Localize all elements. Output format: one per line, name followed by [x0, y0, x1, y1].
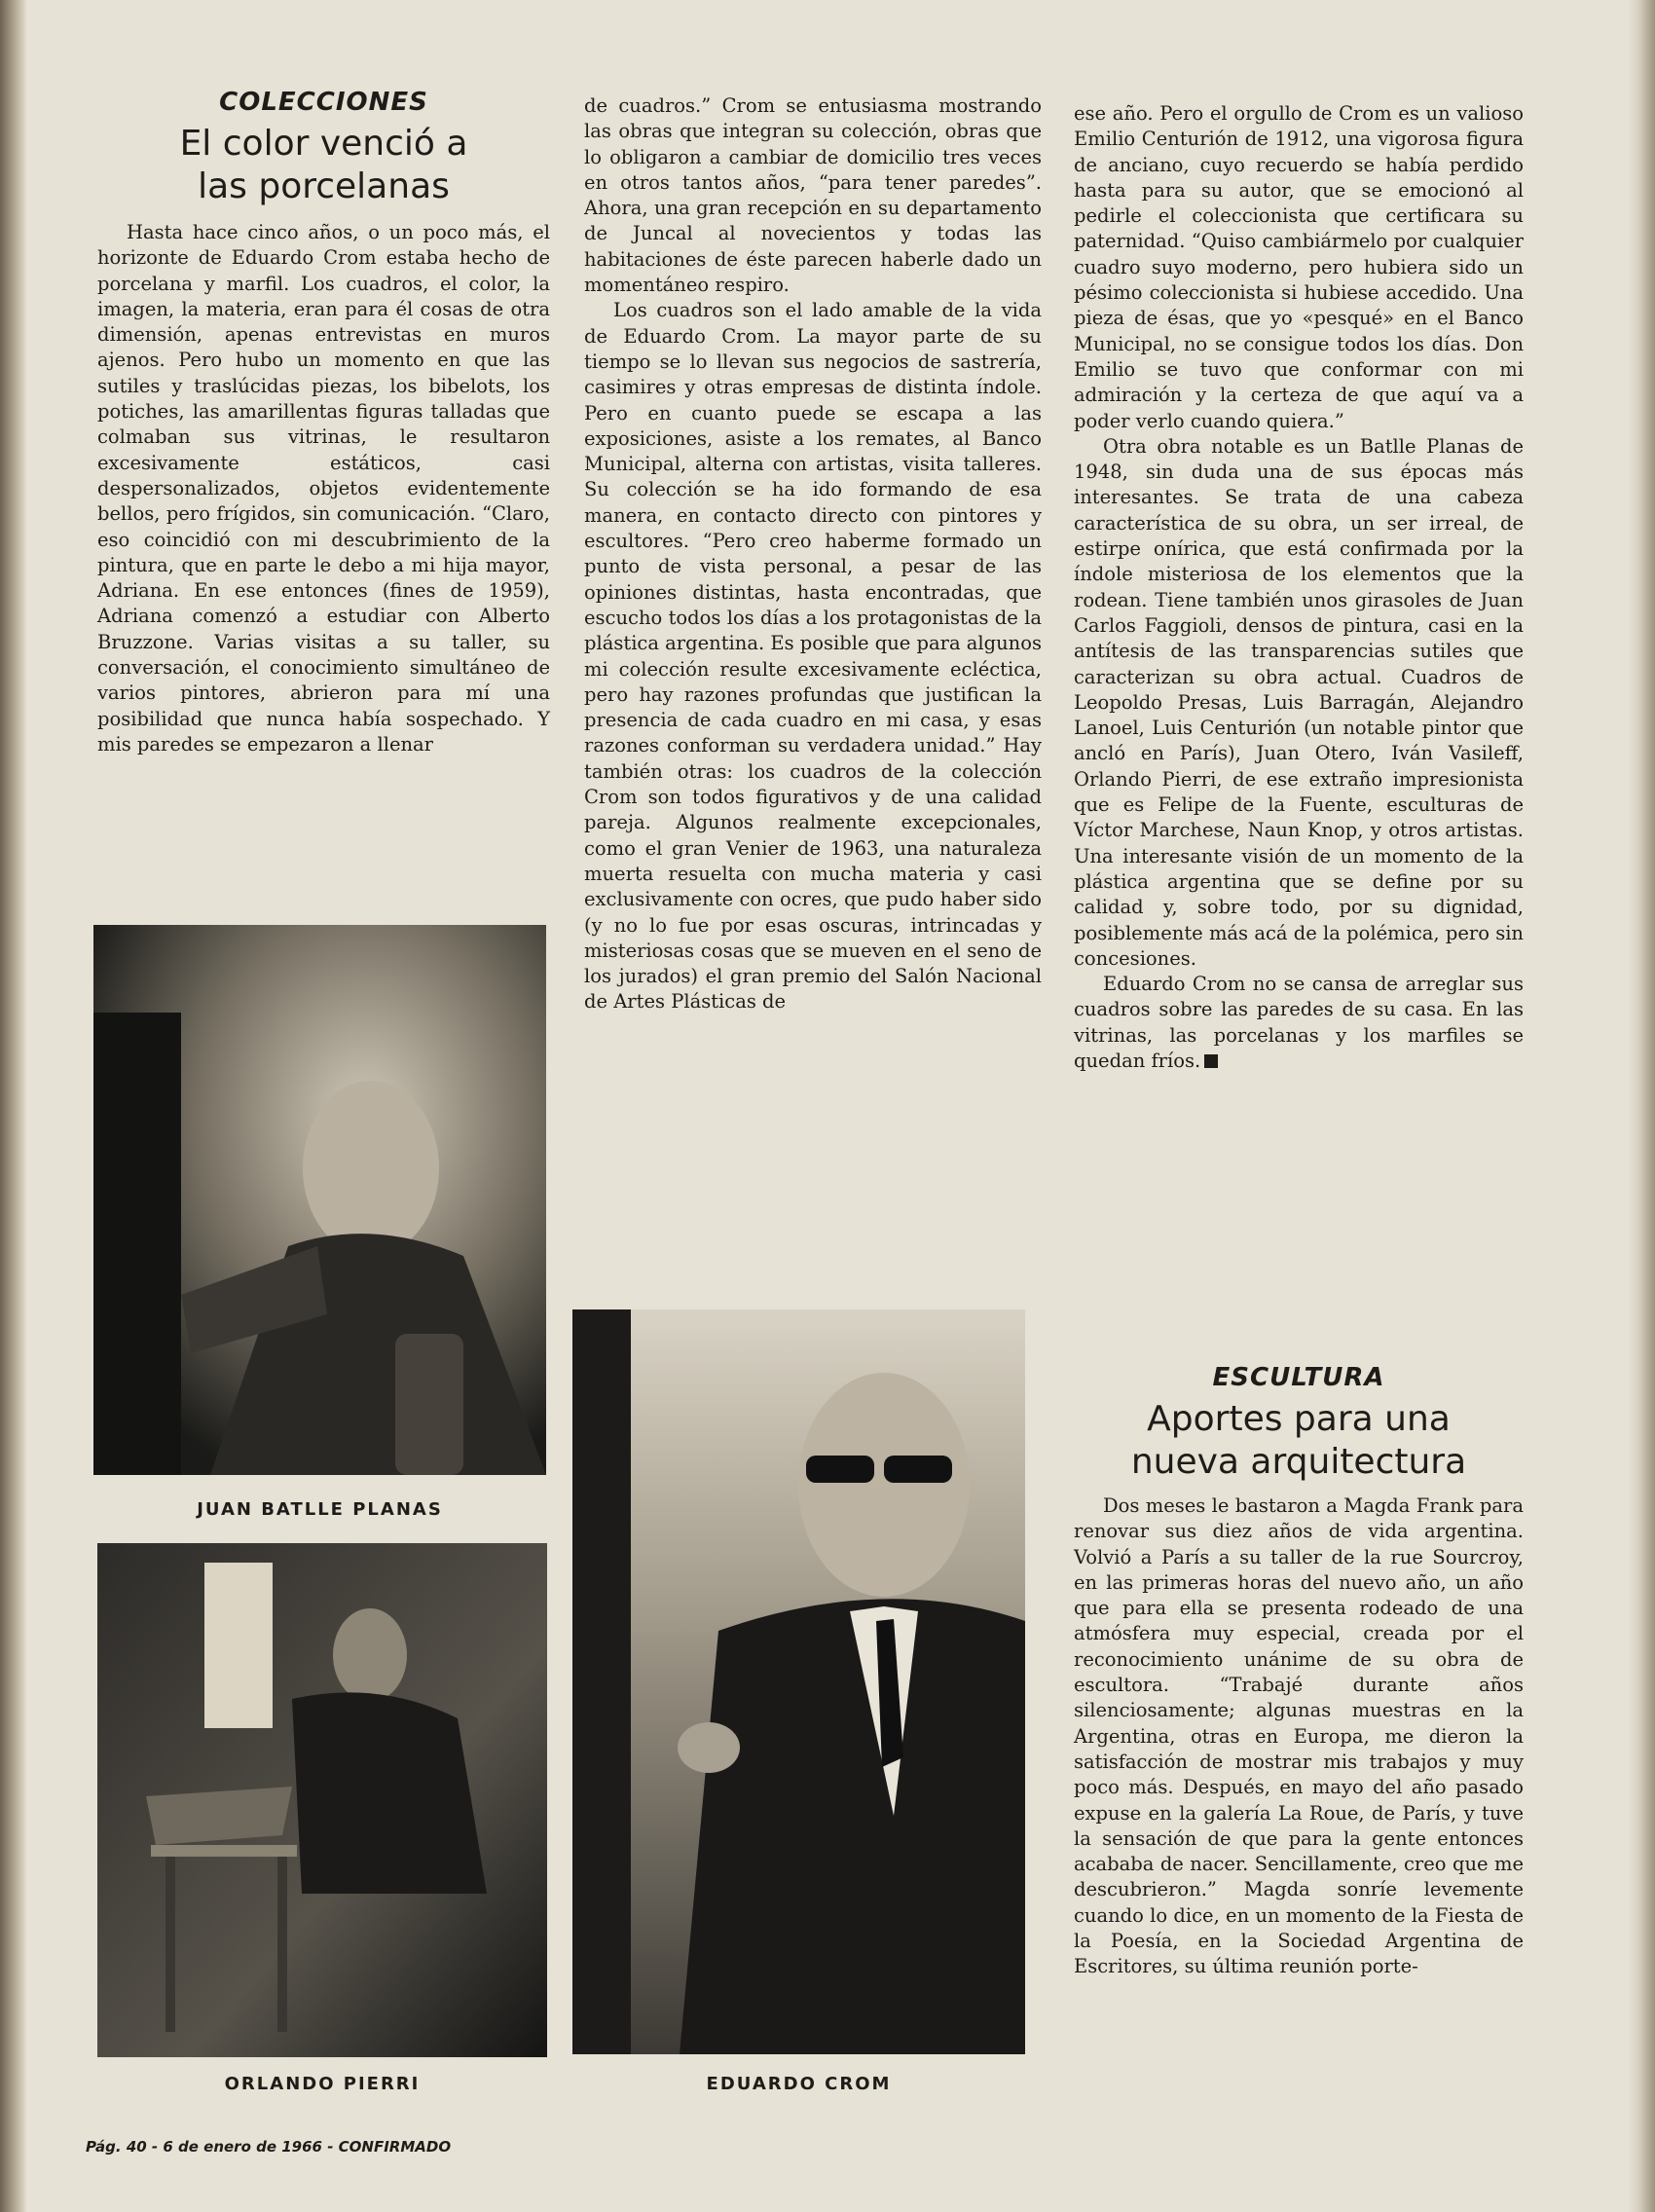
photo-caption: EDUARDO CROM [706, 2074, 892, 2094]
photo-orlando-pierri [97, 1543, 547, 2057]
body-paragraph [1074, 972, 1524, 1074]
photo-image [97, 1543, 547, 2057]
photo-caption: ORLANDO PIERRI [224, 2074, 421, 2094]
page-edge-right [1628, 0, 1655, 2212]
body-paragraph-text: Eduardo Crom no se cansa de arreglar sus cuadros sobre las paredes de su casa. En las vitrinas, las porcelanas y los marfiles se quedan fríos. [1074, 973, 1524, 1072]
headline [97, 123, 550, 208]
body-paragraph: Hasta hace cinco años, o un poco más, el horizonte de Eduardo Crom estaba hecho de porcelana y marfil. Los cuadros, el color, la imagen, la materia, eran para él cosas de otra dimensión, apenas entrevistas en muros ajenos. Pero hubo un momento en que las sutiles y traslúcidas piezas, los bibelots, los potiches, las amarillentas figuras talladas que colmaban sus vitrinas, le resultaron excesivamente estáticos, casi despersonalizados, objetos evidentemente bellos, pero frígidos, sin comunicación. “Claro, eso coincidió con mi descubrimiento de la pintura, que en parte le debo a mi hija mayor, Adriana. En ese entonces (fines de 1959), Adriana comenzó a estudiar con Alberto Bruzzone. Varias visitas a su taller, su conversación, el conocimiento simultáneo de varios pintores, abrieron para mí una posibilidad que nunca había sospechado. Y mis paredes se empezaron a llenar [97, 221, 550, 756]
page-edge-left [0, 0, 27, 2212]
headline [1074, 1398, 1524, 1484]
photo-image [93, 925, 546, 1475]
photo-juan-batlle-planas [93, 925, 546, 1475]
headline-line: nueva arquitectura [1130, 1442, 1467, 1482]
headline-line: Aportes para una [1147, 1399, 1451, 1439]
body-paragraph: Otra obra notable es un Batlle Planas de 1948, sin duda una de sus épocas más interesantes. Se trata de una cabeza característica de su obra, un ser irreal, de estirpe onírica, que está confirmada por la índole misteriosa de los elementos que la rodean. Tiene también unos girasoles de Juan Carlos Faggioli, densos de pintura, casi en la antítesis de las transparencias sutiles que caracterizan su obra actual. Cuadros de Leopoldo Presas, Luis Barragán, Alejandro Lanoel, Luis Centurión (un notable pintor que ancló en París), Juan Otero, Iván Vasileff, Orlando Pierri, de ese extraño impresionista que es Felipe de la Fuente, esculturas de Víctor Marchese, Naun Knop, y otros artistas. Una interesante visión de un momento de la plástica argentina que se define por su calidad y, sobre todo, por su dignidad, posiblemente más acá de la polémica, pero sin concesiones. [1074, 434, 1524, 970]
article1-column1 [97, 88, 550, 757]
headline-line: las porcelanas [198, 166, 450, 206]
article1-column3 [1074, 101, 1524, 1074]
body-paragraph: Dos meses le bastaron a Magda Frank para renovar sus diez años de vida argentina. Volvió a París a su taller de la rue Sourcroy, en las primeras horas del nuevo año, un año que para ella se presenta rodeado de una atmósfera muy especial, creada por el reconocimiento unánime de su obra de escultora. “Trabajé durante años silenciosamente; algunas muestras en la Argentina, otras en Europa, me dieron la satisfacción de mostrar mis trabajos y muy poco más. Después, en mayo del año pasado expuse en la galería La Roue, de París, y tuve la sensación de que para la gente entonces acababa de nacer. Sencillamente, creo que me descubrieron.” Magda sonríe levemente cuando lo dice, en un momento de la Fiesta de la Poesía, en la Sociedad Argentina de Escritores, su última reunión porte- [1074, 1494, 1524, 1978]
body-paragraph: ese año. Pero el orgullo de Crom es un valioso Emilio Centurión de 1912, una vigorosa figura de anciano, cuyo recuerdo se había perdido hasta para su autor, que se emocionó al pedirle el coleccionista que certificara su paternidad. “Quiso cambiármelo por cualquier cuadro suyo moderno, pero hubiera sido un pésimo coleccionista si hubiese accedido. Una pieza de ésas, que yo «pesqué» en el Banco Municipal, no se consigue todos los días. Don Emilio se tuvo que conformar con mi admiración y la certeza de que aquí va a poder verlo cuando quiera.” [1074, 102, 1524, 432]
end-mark-icon [1204, 1054, 1218, 1068]
body-paragraph: Los cuadros son el lado amable de la vida de Eduardo Crom. La mayor parte de su tiempo se lo llevan sus negocios de sastrería, casimires y otras empresas de distinta índole. Pero en cuanto puede se escapa a las exposiciones, asiste a los remates, al Banco Municipal, alterna con artistas, visita talleres. Su colección se ha ido formando de esa manera, en contacto directo con pintores y escultores. “Pero creo haberme formado un punto de vista personal, a pesar de las opiniones distintas, hasta encontradas, que escucho todos los días a los protagonistas de la plástica argentina. Es posible que para algunos mi colección resulte excesivamente ecléctica, pero hay razones profundas que justifican la presencia de cada cuadro en mi casa, y esas razones conforman su verdadera unidad.” Hay también otras: los cuadros de la colección Crom son todos figurativos y de una calidad pareja. Algunos realmente excepcionales, como el gran Venier de 1963, una naturaleza muerta resuelta con mucha materia y casi exclusivamente con ocres, que pudo haber sido (y no lo fue por esas oscuras, intrincadas y misteriosas cosas que se mueven en el seno de los jurados) el gran premio del Salón Nacional de Artes Plásticas de [584, 299, 1042, 1014]
photo-eduardo-crom [572, 1309, 1025, 2054]
article2 [1074, 1363, 1524, 1980]
headline-line: El color venció a [179, 124, 468, 164]
article1-column2 [584, 93, 1042, 1015]
photo-caption: JUAN BATLLE PLANAS [197, 1499, 443, 1520]
section-label: ESCULTURA [1212, 1363, 1385, 1392]
photo-image [572, 1309, 1025, 2054]
section-label: COLECCIONES [219, 88, 428, 117]
page-footer: Pág. 40 - 6 de enero de 1966 - CONFIRMADO [86, 2138, 452, 2156]
body-paragraph: de cuadros.” Crom se entusiasma mostrando las obras que integran su colección, obras que lo obligaron a cambiar de domicilio tres veces en otros tantos años, “para tener paredes”. Ahora, una gran recepción en su departamento de Juncal al novecientos y todas las habitaciones de éste parecen haberle dado un momentáneo respiro. [584, 94, 1042, 297]
